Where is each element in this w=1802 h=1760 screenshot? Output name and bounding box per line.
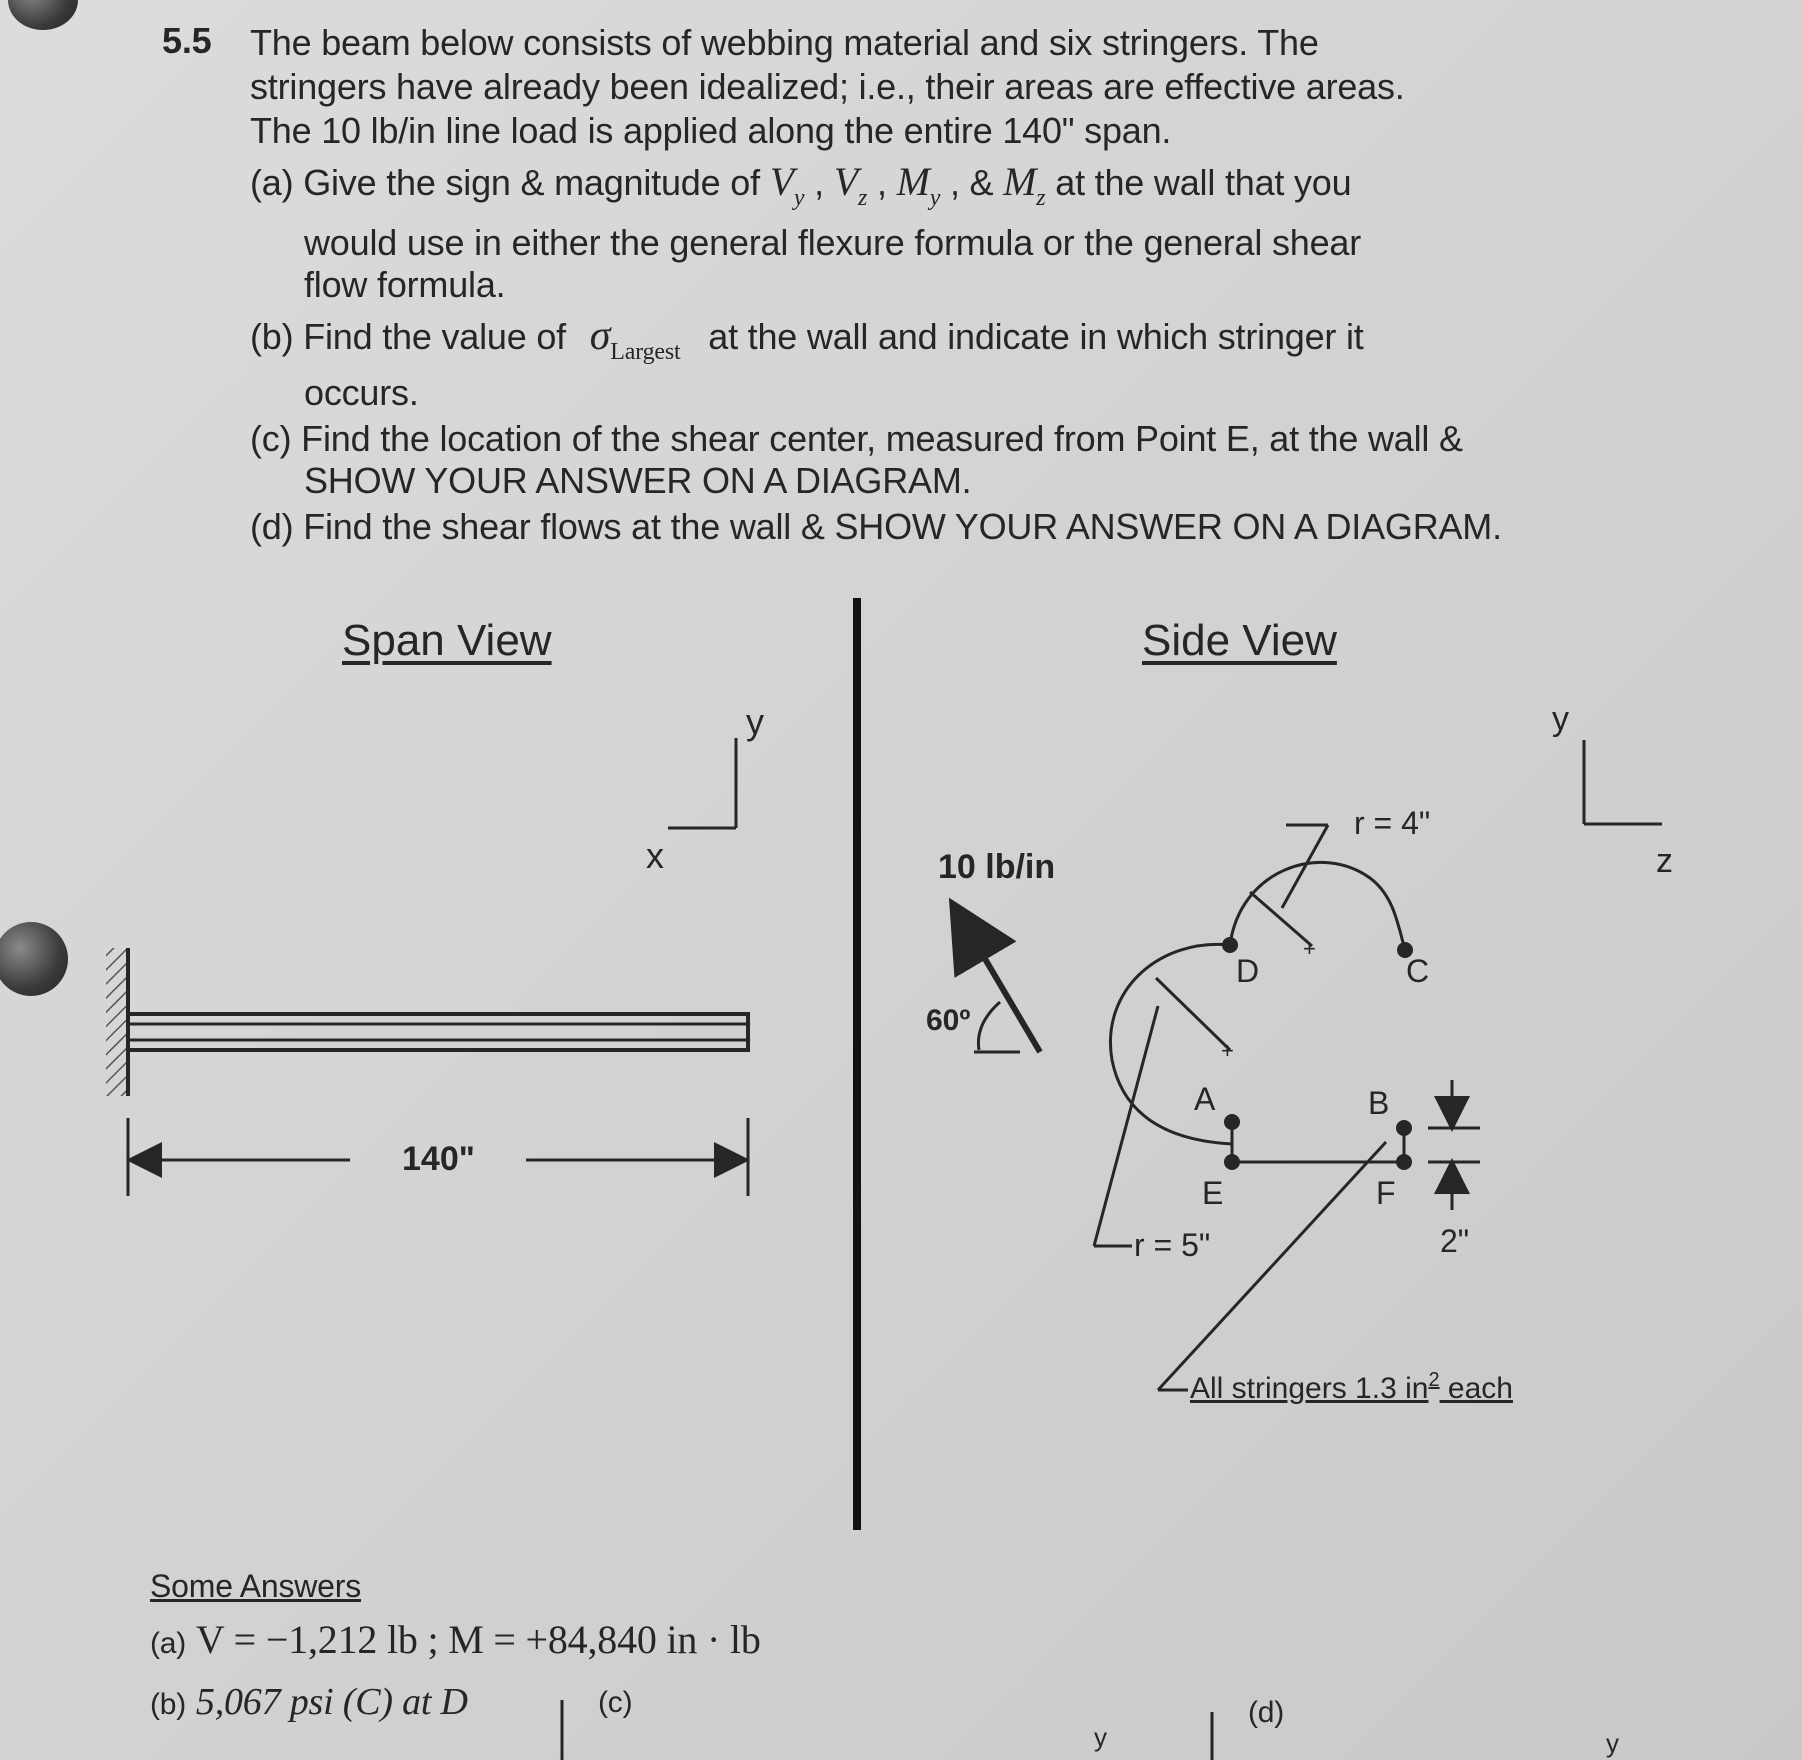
answer-c-label: (c) [598, 1686, 633, 1719]
part-a-suffix: at the wall that you [1055, 162, 1352, 203]
span-axis-x-label: x [646, 835, 664, 876]
radius-large-label: r = 5" [1134, 1227, 1211, 1263]
span-view-axes [646, 701, 764, 876]
var-my: $M_y$ [896, 159, 941, 211]
wall-support [106, 948, 128, 1096]
point-label-b: B [1368, 1085, 1390, 1121]
part-a-line-2: would use in either the general flexure formula or the general shear [304, 222, 1362, 263]
part-b-suffix: at the wall and indicate in which stringer it [708, 316, 1364, 357]
gap-dimension [1428, 1080, 1480, 1259]
part-b-line-2: occurs. [304, 372, 419, 413]
part-a-line-1: (a) Give the sign & magnitude of $V_y$ , $V_z$ , $M_y$ , & $M_z$ at the wall that you [250, 159, 1352, 211]
stringer-note-label: All stringers 1.3 $in^2$ each [1190, 1369, 1513, 1405]
answers-title: Some Answers [150, 1568, 362, 1604]
svg-text:+: + [1221, 1038, 1234, 1063]
problem-number: 5.5 [162, 20, 212, 61]
part-a-line-3: flow formula. [304, 264, 506, 305]
load-angle-label: 60º [926, 1004, 971, 1037]
stringer-d [1222, 937, 1238, 953]
line-load [926, 848, 1055, 1052]
span-axis-y-label: y [746, 701, 764, 742]
point-label-e: E [1202, 1175, 1224, 1211]
part-b-prefix: (b) Find the value of [250, 316, 566, 357]
stringer-a [1224, 1114, 1240, 1130]
span-view-title: Span View [342, 616, 552, 665]
point-label-c: C [1406, 953, 1430, 989]
intro-line-2: stringers have already been idealized; i.e., their areas are effective areas. [250, 66, 1405, 107]
part-c-line-1: (c) Find the location of the shear center, measured from Point E, at the wall & [250, 418, 1463, 459]
part-d-line-1: (d) Find the shear flows at the wall & SHOW YOUR ANSWER ON A DIAGRAM. [250, 506, 1502, 547]
radius-small-label: r = 4" [1354, 805, 1431, 841]
stringer-f [1396, 1154, 1412, 1170]
point-label-d: D [1236, 953, 1260, 989]
stringer-e [1224, 1154, 1240, 1170]
side-view-title: Side View [1142, 616, 1337, 665]
var-mz: $M_z$ [1003, 159, 1046, 211]
side-axis-y-label: y [1552, 700, 1569, 738]
answer-b: (b) 5,067 psi (C) at D [150, 1681, 468, 1723]
answer-a: (a) V = −1,212 lb ; M = +84,840 in · lb [150, 1617, 761, 1662]
answer-sketch-marks [562, 1700, 1619, 1760]
side-axis-z-label: z [1656, 842, 1673, 880]
var-vy: $V_y$ [769, 159, 805, 211]
side-view-axes [1552, 700, 1673, 880]
var-vz: $V_z$ [833, 159, 868, 211]
stringer-b [1396, 1120, 1412, 1136]
part-a-prefix: (a) Give the sign & magnitude of [250, 162, 760, 203]
load-label: 10 lb/in [938, 848, 1056, 886]
answer-c-axis-y: y [1094, 1722, 1107, 1752]
answer-d-label: (d) [1248, 1696, 1285, 1729]
intro-line-3: The 10 lb/in line load is applied along the entire 140" span. [250, 110, 1172, 151]
intro-line-1: The beam below consists of webbing material and six stringers. The [250, 22, 1319, 63]
sigma-largest: $\sigma_{Largest}$ [589, 313, 681, 365]
point-label-f: F [1376, 1175, 1396, 1211]
cross-section [1110, 862, 1429, 1211]
gap-label: 2" [1440, 1223, 1470, 1259]
part-c-line-2: SHOW YOUR ANSWER ON A DIAGRAM. [304, 460, 972, 501]
svg-text:+: + [1303, 936, 1316, 961]
beam [128, 1014, 748, 1050]
span-length-label: 140" [402, 1140, 475, 1178]
span-dimension [128, 1118, 748, 1196]
point-label-a: A [1194, 1081, 1216, 1117]
answer-d-axis-y: y [1606, 1728, 1619, 1758]
